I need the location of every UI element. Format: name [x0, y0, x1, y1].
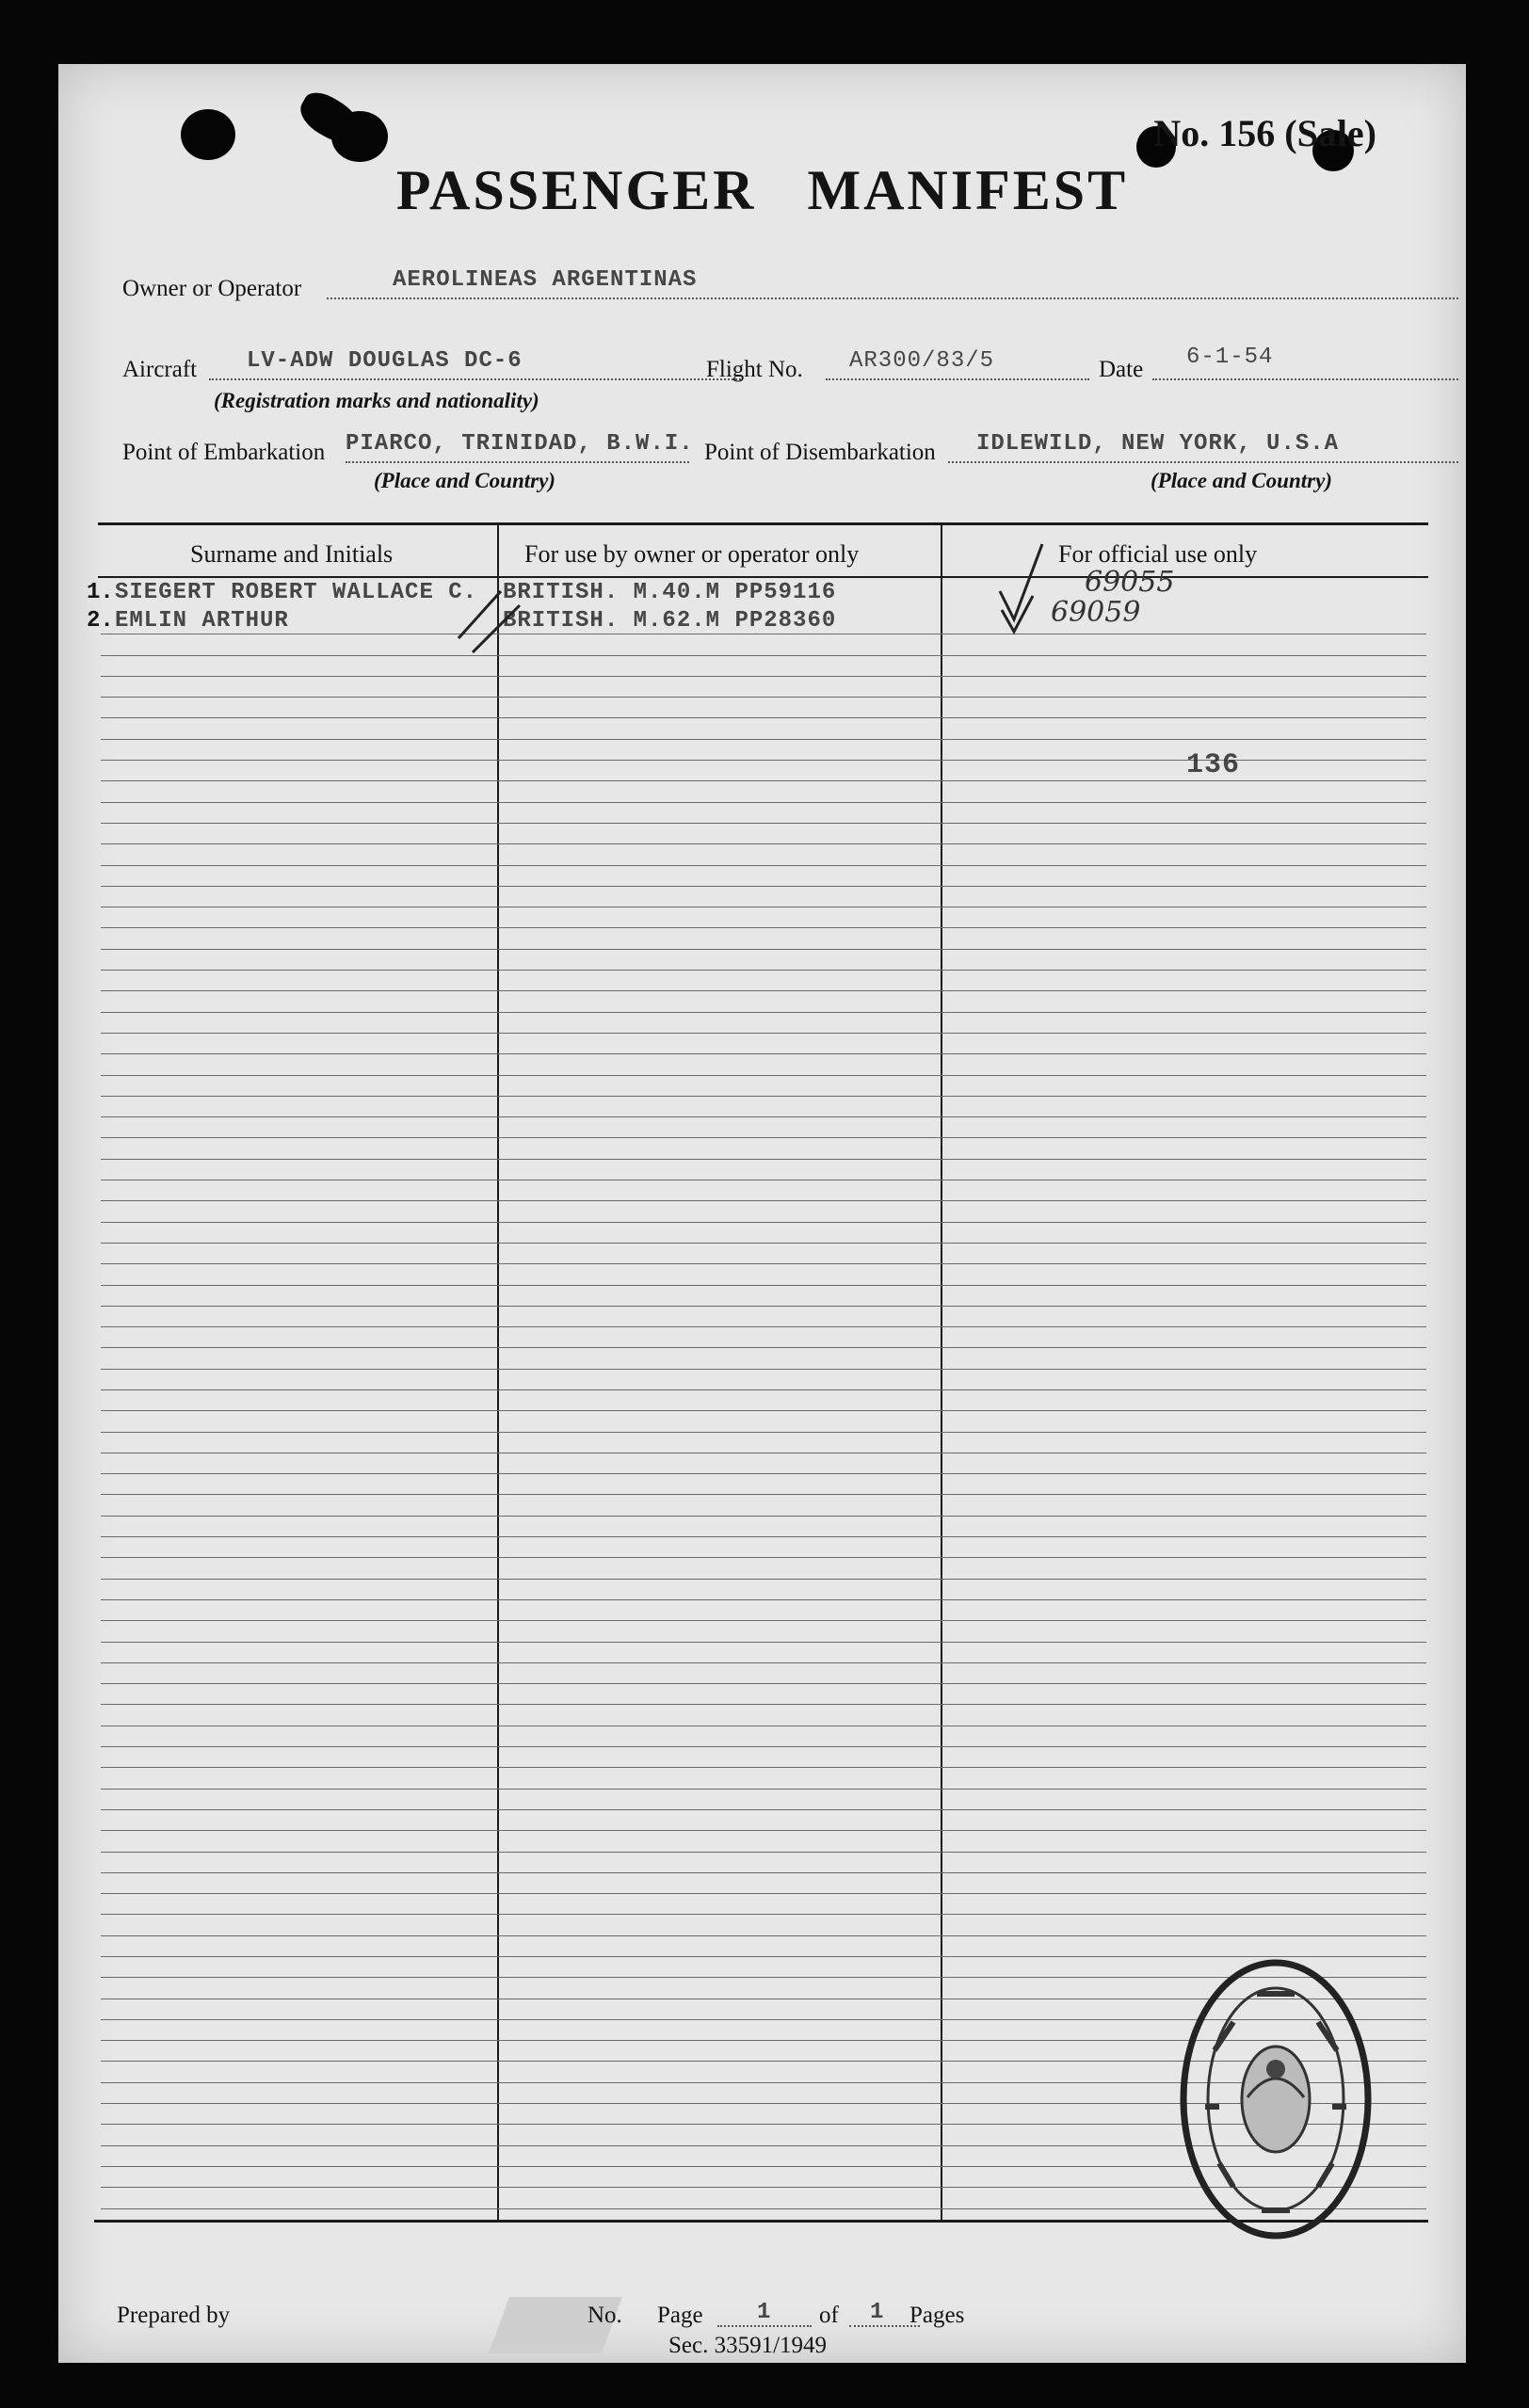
embarkation-underline: [346, 461, 689, 463]
form-number: No. 156 (Sale): [1153, 112, 1376, 154]
flight-label: Flight No.: [706, 357, 803, 382]
flight-value: AR300/83/5: [849, 348, 995, 374]
table-row: [101, 907, 1426, 928]
page-underline: [717, 2325, 812, 2327]
table-row: [101, 1390, 1426, 1411]
table-row: [101, 1327, 1426, 1348]
table-row: [101, 1034, 1426, 1054]
table-row: [101, 1621, 1426, 1642]
disembarkation-underline: [948, 461, 1458, 463]
aircraft-label: Aircraft: [122, 357, 198, 382]
table-row: [101, 1768, 1426, 1789]
pages-label: Pages: [909, 2303, 965, 2328]
total-pages: 1: [870, 2300, 885, 2325]
table-row: [101, 1894, 1426, 1915]
table-row: [101, 1453, 1426, 1474]
embarkation-label: Point of Embarkation: [122, 440, 326, 465]
table-row: [101, 1537, 1426, 1558]
column-header-official: For official use only: [1058, 540, 1258, 568]
table-row: [101, 677, 1426, 698]
aircraft-underline: [209, 378, 741, 380]
section-reference: Sec. 33591/1949: [668, 2333, 828, 2358]
table-row: [101, 1264, 1426, 1285]
table-row: [101, 656, 1426, 677]
table-row: [101, 1076, 1426, 1097]
table-row: [101, 1054, 1426, 1075]
official-count: 136: [1186, 749, 1241, 781]
table-row: [101, 803, 1426, 824]
owner-label: Owner or Operator: [122, 276, 302, 301]
table-row: [101, 1810, 1426, 1831]
table-row: [101, 928, 1426, 949]
disembarkation-sublabel: (Place and Country): [1151, 469, 1332, 492]
table-row: [101, 1474, 1426, 1495]
table-row: [101, 887, 1426, 907]
owner-value: AEROLINEAS ARGENTINAS: [393, 267, 698, 293]
passenger-number: 2.: [87, 608, 114, 634]
table-row: [101, 1747, 1426, 1768]
table-row: [101, 971, 1426, 991]
official-stamp: [1177, 1956, 1375, 2243]
of-label: of: [819, 2303, 839, 2328]
table-row: [101, 718, 1426, 739]
passenger-info: BRITISH. M.62.M PP28360: [503, 608, 837, 634]
table-row: [101, 1517, 1426, 1537]
table-row: [101, 1117, 1426, 1138]
table-row: [101, 1013, 1426, 1034]
disembarkation-label: Point of Disembarkation: [704, 440, 936, 465]
page-title: PASSENGER MANIFEST: [395, 159, 1129, 221]
passenger-name: SIEGERT ROBERT WALLACE C.: [115, 580, 478, 605]
embarkation-value: PIARCO, TRINIDAD, B.W.I.: [346, 431, 694, 457]
table-header-rule: [98, 576, 1428, 578]
prepared-by-label: Prepared by: [117, 2303, 231, 2328]
table-row: [101, 1726, 1426, 1747]
table-row: [101, 1873, 1426, 1894]
number-label: No.: [587, 2303, 622, 2328]
passenger-number: 1.: [87, 580, 114, 605]
table-row: [101, 1643, 1426, 1663]
disembarkation-value: IDLEWILD, NEW YORK, U.S.A: [976, 431, 1340, 457]
embarkation-sublabel: (Place and Country): [374, 469, 555, 492]
official-entry: 69055: [1085, 566, 1175, 599]
page-number: 1: [757, 2300, 772, 2325]
punch-hole-left: [181, 109, 235, 160]
slash-marks: [449, 572, 534, 657]
table-row: [101, 1790, 1426, 1810]
date-label: Date: [1099, 357, 1144, 382]
table-row: [101, 950, 1426, 971]
table-row: [101, 1495, 1426, 1516]
table-row: [101, 1600, 1426, 1621]
table-row: [101, 698, 1426, 718]
column-header-operator: For use by owner or operator only: [524, 540, 860, 568]
table-row: [101, 1433, 1426, 1453]
table-row: [101, 1370, 1426, 1390]
table-row: [101, 1936, 1426, 1957]
table-row: [101, 991, 1426, 1012]
table-row: [101, 1348, 1426, 1369]
list-item: [87, 608, 289, 634]
table-row: [101, 1663, 1426, 1684]
aircraft-sublabel: (Registration marks and nationality): [214, 389, 539, 412]
aircraft-value: LV-ADW DOUGLAS DC-6: [247, 348, 523, 374]
table-row: [101, 844, 1426, 865]
flight-underline: [826, 378, 1089, 380]
table-row: [101, 634, 1426, 655]
table-row: [101, 1138, 1426, 1159]
owner-underline: [327, 297, 1458, 299]
page-label: Page: [657, 2303, 703, 2328]
table-row: [101, 1831, 1426, 1852]
table-row: [101, 1411, 1426, 1432]
manifest-sheet: [58, 64, 1466, 2363]
list-item: [87, 580, 477, 605]
official-entry: 69059: [1051, 596, 1141, 629]
date-value: 6-1-54: [1186, 345, 1274, 370]
table-row: [101, 1180, 1426, 1201]
table-row: [101, 1684, 1426, 1705]
date-underline: [1152, 378, 1458, 380]
table-top-rule: [98, 522, 1428, 525]
table-row: [101, 866, 1426, 887]
table-row: [101, 824, 1426, 844]
table-row: [101, 1705, 1426, 1726]
table-row: [101, 1286, 1426, 1307]
table-row: [101, 1223, 1426, 1244]
table-row: [101, 1097, 1426, 1117]
table-row: [101, 1853, 1426, 1873]
table-row: [101, 1160, 1426, 1180]
passenger-info: BRITISH. M.40.M PP59116: [503, 580, 837, 605]
table-row: [101, 1915, 1426, 1935]
passenger-name: EMLIN ARTHUR: [115, 608, 289, 634]
table-row: [101, 1244, 1426, 1264]
table-row: [101, 1580, 1426, 1600]
table-row: [101, 781, 1426, 802]
column-header-surname: Surname and Initials: [190, 540, 394, 568]
table-row: [101, 1558, 1426, 1579]
table-row: [101, 1307, 1426, 1327]
table-row: [101, 1201, 1426, 1222]
check-marks-icon: [990, 535, 1075, 638]
